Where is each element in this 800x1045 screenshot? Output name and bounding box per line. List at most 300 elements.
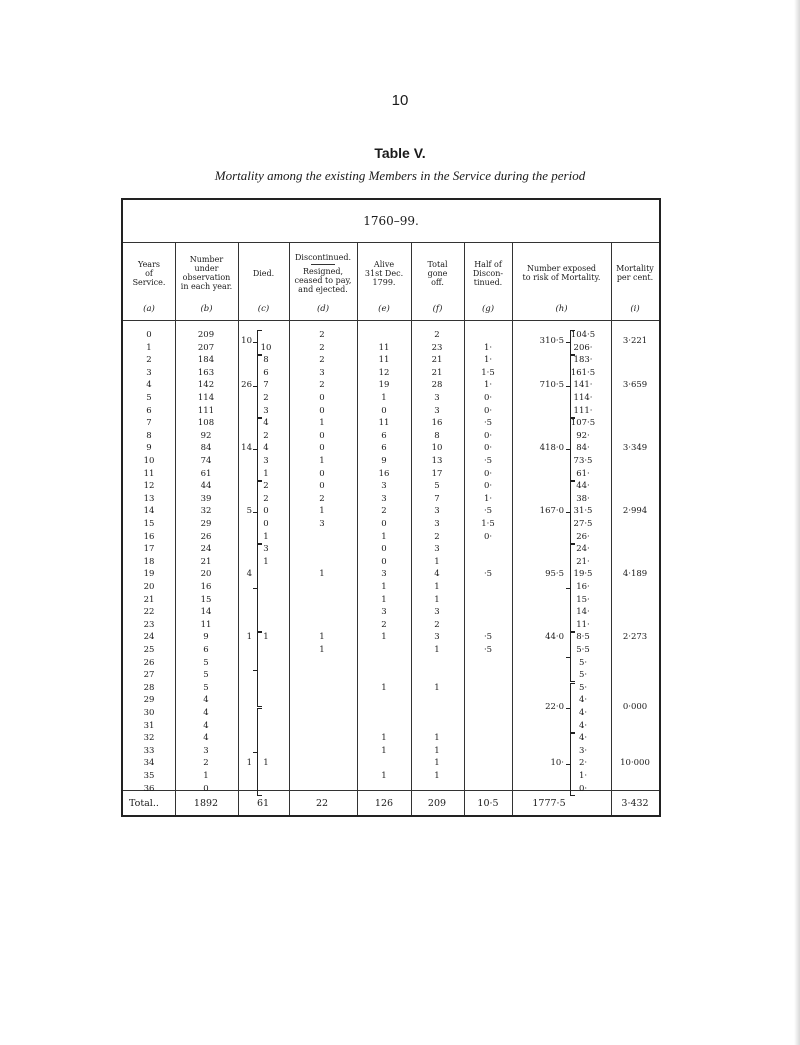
mortality-group-value: 10·000	[620, 758, 650, 769]
observed-cell: 92	[200, 430, 212, 441]
died-cell: 2	[263, 393, 269, 403]
total-off-cell: 21	[431, 367, 443, 378]
column-divider	[464, 242, 465, 815]
observed-cell: 74	[200, 456, 212, 466]
total-off-cell: 3	[434, 405, 440, 416]
discontinued-cell: 1	[319, 569, 325, 580]
total-off-cell: 2	[434, 531, 440, 542]
exposed-group-bracket	[570, 683, 571, 733]
exposed-cell: 4·	[578, 720, 588, 731]
total-off-cell: 2	[434, 330, 440, 340]
observed-cell: 6	[203, 645, 209, 655]
year-cell: 31	[143, 720, 155, 731]
table-title: Table V.	[374, 145, 426, 161]
total-off-cell: 28	[431, 380, 443, 391]
exposed-cell: 0·	[578, 783, 588, 794]
column-divider	[175, 242, 176, 815]
observed-cell: 11	[200, 619, 212, 630]
discontinued-cell: 0	[319, 405, 325, 416]
header-died: Died.	[252, 268, 275, 278]
died-group-total: 26	[241, 380, 252, 391]
total-off-cell: 3	[434, 544, 440, 555]
total-off-cell: 1	[434, 758, 440, 769]
discontinued-cell: 3	[319, 367, 325, 378]
year-cell: 0	[146, 330, 152, 340]
exposed-group-bracket	[570, 733, 571, 795]
exposed-cell: 5·	[578, 670, 588, 681]
exposed-cell: 114·	[573, 393, 593, 403]
total-off-cell: 5	[434, 481, 440, 492]
year-cell: 10	[143, 456, 155, 466]
total-discontinued: 22	[315, 798, 329, 809]
year-cell: 35	[143, 771, 155, 781]
year-cell: 4	[146, 380, 152, 391]
exposed-cell: 61·	[576, 468, 590, 479]
exposed-group-bracket-tip	[566, 764, 570, 765]
exposed-cell: 21·	[576, 556, 590, 567]
header-years: Years of Service.	[132, 259, 166, 287]
total-off-cell: 23	[431, 342, 443, 353]
year-cell: 33	[143, 745, 155, 756]
mortality-group-value: 3·659	[622, 380, 648, 391]
exposed-group-bracket	[570, 544, 571, 632]
exposed-group-bracket	[570, 632, 571, 682]
died-cell: 2	[263, 430, 269, 441]
column-divider	[611, 242, 612, 815]
total-off-cell: 1	[434, 733, 440, 744]
total-off-cell: 2	[434, 619, 440, 630]
total-off-cell: 4	[434, 569, 440, 580]
observed-cell: 4	[203, 708, 209, 718]
exposed-cell: 26·	[576, 531, 590, 542]
exposed-group-bracket-tip	[566, 342, 570, 343]
exposed-group-total: 22·0	[545, 701, 564, 712]
died-cell: 3	[263, 544, 269, 555]
exposed-cell: 161·5	[570, 367, 596, 378]
died-cell: 7	[263, 380, 269, 391]
column-divider	[411, 242, 412, 815]
died-cell: 1	[263, 531, 269, 542]
half-discontinued-cell: 0·	[483, 393, 493, 403]
exposed-cell: 5·	[578, 657, 588, 668]
total-off-cell: 3	[434, 506, 440, 517]
half-discontinued-cell: ·5	[483, 418, 493, 429]
exposed-cell: 4·	[578, 695, 588, 706]
observed-cell: 5	[203, 682, 209, 693]
col-letter-e: (e)	[378, 304, 390, 314]
observed-cell: 209	[197, 330, 215, 340]
exposed-group-total: 10·	[550, 758, 564, 769]
discontinued-cell: 2	[319, 380, 325, 391]
mortality-group-value: 4·189	[622, 569, 648, 580]
exposed-cell: 111·	[573, 405, 593, 416]
total-off-cell: 1	[434, 645, 440, 655]
exposed-cell: 73·5	[573, 456, 593, 466]
half-discontinued-cell: 0·	[483, 531, 493, 542]
alive-cell: 0	[381, 405, 387, 416]
total-half-discontinued: 10·5	[477, 798, 499, 809]
alive-cell: 19	[378, 380, 390, 391]
exposed-cell: 16·	[576, 582, 590, 592]
page-number: 10	[391, 92, 409, 109]
alive-cell: 3	[381, 569, 387, 580]
observed-cell: 15	[200, 594, 212, 605]
year-cell: 3	[146, 367, 152, 378]
alive-cell: 1	[381, 393, 387, 403]
observed-cell: 26	[200, 531, 212, 542]
half-discontinued-cell: 1·	[483, 493, 493, 504]
year-cell: 1	[146, 342, 152, 353]
year-cell: 29	[143, 695, 155, 706]
observed-cell: 39	[200, 493, 212, 504]
alive-cell: 1	[381, 531, 387, 542]
died-cell: 1	[263, 632, 269, 643]
total-off-cell: 16	[431, 418, 443, 429]
observed-cell: 0	[203, 783, 209, 794]
total-gone-off: 209	[427, 798, 447, 809]
total-off-cell: 21	[431, 355, 443, 366]
exposed-cell: 2·	[578, 758, 588, 769]
half-discontinued-cell: ·5	[483, 632, 493, 643]
total-off-cell: 8	[434, 430, 440, 441]
half-discontinued-cell: 0·	[483, 405, 493, 416]
exposed-cell: 5·	[578, 682, 588, 693]
year-cell: 21	[143, 594, 155, 605]
discontinued-cell: 0	[319, 430, 325, 441]
died-group-total: 10	[241, 336, 252, 347]
half-discontinued-cell: 0·	[483, 481, 493, 492]
col-letter-d: (d)	[316, 304, 330, 314]
total-label: Total..	[129, 798, 159, 809]
alive-cell: 12	[378, 367, 390, 378]
discontinued-cell: 0	[319, 393, 325, 403]
exposed-group-total: 95·5	[545, 569, 564, 580]
discontinued-cell: 0	[319, 468, 325, 479]
total-off-cell: 7	[434, 493, 440, 504]
observed-cell: 108	[197, 418, 215, 429]
exposed-group-total: 167·0	[539, 506, 564, 517]
total-mortality: 3·432	[621, 798, 649, 809]
exposed-group-bracket-tip	[566, 708, 570, 709]
exposed-group-bracket	[570, 330, 571, 355]
exposed-cell: 8·5	[576, 632, 590, 643]
observed-cell: 207	[197, 342, 215, 353]
year-cell: 15	[143, 519, 155, 529]
died-cell: 2	[263, 481, 269, 492]
exposed-cell: 14·	[576, 607, 590, 618]
observed-cell: 163	[197, 367, 215, 378]
observed-cell: 4	[203, 720, 209, 731]
exposed-group-bracket	[570, 418, 571, 480]
header-total-off: Total gone off.	[427, 259, 448, 287]
discontinued-cell: 1	[319, 456, 325, 466]
alive-cell: 0	[381, 544, 387, 555]
alive-cell: 1	[381, 682, 387, 693]
half-discontinued-cell: 1·5	[481, 367, 495, 378]
alive-cell: 3	[381, 481, 387, 492]
died-group-bracket	[257, 708, 258, 796]
died-group-bracket	[257, 632, 258, 707]
discontinued-cell: 2	[319, 330, 325, 340]
observed-cell: 5	[203, 670, 209, 681]
year-cell: 22	[143, 607, 155, 618]
total-off-cell: 1	[434, 745, 440, 756]
column-divider	[512, 242, 513, 815]
alive-cell: 16	[378, 468, 390, 479]
year-cell: 6	[146, 405, 152, 416]
half-discontinued-cell: 0·	[483, 468, 493, 479]
year-cell: 26	[143, 657, 155, 668]
col-letter-h: (h)	[555, 304, 568, 314]
exposed-group-total: 418·0	[539, 443, 564, 454]
year-cell: 30	[143, 708, 155, 718]
header-half-discontinued: Half of Discon- tinued.	[472, 259, 504, 287]
observed-cell: 111	[197, 405, 215, 416]
alive-cell: 0	[381, 556, 387, 567]
header-rule	[123, 320, 659, 321]
year-cell: 32	[143, 733, 155, 744]
col-letter-f: (f)	[432, 304, 443, 314]
observed-cell: 61	[200, 468, 212, 479]
discontinued-cell: 3	[319, 519, 325, 529]
exposed-group-bracket-tip	[566, 657, 570, 658]
exposed-group-bracket	[570, 355, 571, 417]
alive-cell: 3	[381, 607, 387, 618]
year-cell: 18	[143, 556, 155, 567]
exposed-group-bracket-tip	[566, 386, 570, 387]
observed-cell: 184	[197, 355, 215, 366]
alive-cell: 11	[378, 418, 390, 429]
discontinued-cell: 1	[319, 645, 325, 655]
half-discontinued-cell: 0·	[483, 430, 493, 441]
alive-cell: 11	[378, 342, 390, 353]
discontinued-cell: 0	[319, 443, 325, 454]
header-exposed: Number exposed to risk of Mortality.	[522, 264, 601, 282]
died-cell: 3	[263, 456, 269, 466]
exposed-group-bracket-tip	[566, 588, 570, 589]
total-off-cell: 1	[434, 594, 440, 605]
observed-cell: 16	[200, 582, 212, 592]
header-discontinued: Discontinued. Resigned, ceased to pay, and ejected.	[294, 252, 352, 294]
half-discontinued-cell: 1·	[483, 355, 493, 366]
page-edge-shadow	[794, 0, 800, 1045]
exposed-cell: 19·5	[573, 569, 593, 580]
died-cell: 1	[263, 758, 269, 769]
exposed-cell: 1·	[578, 771, 588, 781]
total-off-cell: 13	[431, 456, 443, 466]
observed-cell: 4	[203, 733, 209, 744]
died-cell: 4	[263, 418, 269, 429]
alive-cell: 2	[381, 619, 387, 630]
alive-cell: 11	[378, 355, 390, 366]
total-off-cell: 17	[431, 468, 443, 479]
half-discontinued-cell: 0·	[483, 443, 493, 454]
exposed-cell: 4·	[578, 708, 588, 718]
died-cell: 3	[263, 405, 269, 416]
half-discontinued-cell: 1·	[483, 342, 493, 353]
year-cell: 34	[143, 758, 155, 769]
mortality-group-value: 2·994	[622, 506, 648, 517]
col-letter-g: (g)	[481, 304, 495, 314]
exposed-cell: 38·	[576, 493, 590, 504]
year-cell: 14	[143, 506, 155, 517]
died-cell: 8	[263, 355, 269, 366]
alive-cell: 1	[381, 632, 387, 643]
exposed-cell: 24·	[576, 544, 590, 555]
year-cell: 19	[143, 569, 155, 580]
alive-cell: 1	[381, 745, 387, 756]
died-cell: 10	[260, 342, 272, 353]
observed-cell: 2	[203, 758, 209, 769]
mortality-group-value: 0·000	[622, 701, 648, 712]
total-off-cell: 3	[434, 393, 440, 403]
discontinued-cell: 1	[319, 418, 325, 429]
died-group-total: 1	[246, 758, 252, 769]
exposed-group-total: 310·5	[539, 336, 564, 347]
died-group-total: 1	[246, 632, 252, 643]
exposed-cell: 3·	[578, 745, 588, 756]
column-divider	[289, 242, 290, 815]
alive-cell: 9	[381, 456, 387, 466]
year-cell: 36	[143, 783, 155, 794]
observed-cell: 142	[197, 380, 215, 391]
alive-cell: 6	[381, 443, 387, 454]
exposed-cell: 44·	[576, 481, 590, 492]
discontinued-cell: 2	[319, 493, 325, 504]
half-discontinued-cell: ·5	[483, 456, 493, 466]
table-subtitle: Mortality among the existing Members in the Service during the period	[214, 168, 586, 183]
discontinued-cell: 1	[319, 506, 325, 517]
exposed-cell: 27·5	[573, 519, 593, 529]
died-cell: 1	[263, 468, 269, 479]
observed-cell: 14	[200, 607, 212, 618]
observed-cell: 114	[197, 393, 215, 403]
discontinued-cell: 2	[319, 342, 325, 353]
year-cell: 25	[143, 645, 155, 655]
observed-cell: 44	[200, 481, 212, 492]
observed-cell: 29	[200, 519, 212, 529]
year-cell: 16	[143, 531, 155, 542]
died-cell: 0	[263, 519, 269, 529]
alive-cell: 0	[381, 519, 387, 529]
exposed-group-total: 44·0	[545, 632, 564, 643]
year-cell: 27	[143, 670, 155, 681]
total-died: 61	[256, 798, 270, 809]
died-cell: 4	[263, 443, 269, 454]
died-group-total: 4	[246, 569, 252, 580]
alive-cell: 6	[381, 430, 387, 441]
discontinued-cell: 2	[319, 355, 325, 366]
half-discontinued-cell: 1·5	[481, 519, 495, 529]
year-cell: 28	[143, 682, 155, 693]
total-off-cell: 1	[434, 556, 440, 567]
observed-cell: 4	[203, 695, 209, 706]
observed-cell: 5	[203, 657, 209, 668]
total-off-cell: 1	[434, 771, 440, 781]
observed-cell: 3	[203, 745, 209, 756]
died-group-bracket-tip	[253, 752, 257, 753]
year-cell: 17	[143, 544, 155, 555]
observed-cell: 84	[200, 443, 212, 454]
died-cell: 6	[263, 367, 269, 378]
mortality-group-value: 3·221	[622, 336, 648, 347]
half-discontinued-cell: ·5	[483, 506, 493, 517]
alive-cell: 2	[381, 506, 387, 517]
exposed-cell: 31·5	[573, 506, 593, 517]
observed-cell: 24	[200, 544, 212, 555]
exposed-cell: 104·5	[570, 330, 596, 340]
year-cell: 13	[143, 493, 155, 504]
exposed-cell: 15·	[576, 594, 590, 605]
year-cell: 7	[146, 418, 152, 429]
header-alive: Alive 31st Dec. 1799.	[364, 259, 404, 287]
half-discontinued-cell: ·5	[483, 569, 493, 580]
total-off-cell: 3	[434, 607, 440, 618]
total-off-cell: 3	[434, 519, 440, 529]
col-letter-c: (c)	[257, 304, 270, 314]
column-divider	[238, 242, 239, 815]
year-cell: 20	[143, 582, 155, 592]
column-divider	[357, 242, 358, 815]
died-cell: 1	[263, 556, 269, 567]
died-group-bracket-tip	[253, 588, 257, 589]
header-mortality: Mortality per cent.	[616, 264, 654, 282]
year-cell: 8	[146, 430, 152, 441]
observed-cell: 32	[200, 506, 212, 517]
total-alive: 126	[374, 798, 394, 809]
died-group-bracket	[257, 544, 258, 632]
observed-cell: 20	[200, 569, 212, 580]
col-letter-b: (b)	[200, 304, 213, 314]
year-cell: 23	[143, 619, 155, 630]
exposed-group-bracket-tip	[566, 449, 570, 450]
year-cell: 9	[146, 443, 152, 454]
period-heading: 1760–99.	[123, 200, 659, 243]
alive-cell: 3	[381, 493, 387, 504]
header-observed: Number under observation in each year.	[180, 255, 233, 291]
exposed-cell: 206·	[573, 342, 593, 353]
total-off-cell: 1	[434, 682, 440, 693]
alive-cell: 1	[381, 733, 387, 744]
col-letter-i: (i)	[630, 304, 640, 314]
mortality-group-value: 3·349	[622, 443, 648, 454]
exposed-cell: 92·	[576, 430, 590, 441]
year-cell: 2	[146, 355, 152, 366]
total-off-cell: 1	[434, 582, 440, 592]
observed-cell: 1	[203, 771, 209, 781]
alive-cell: 1	[381, 582, 387, 592]
total-observed: 1892	[193, 798, 219, 809]
year-cell: 24	[143, 632, 155, 643]
total-off-cell: 10	[431, 443, 443, 454]
exposed-cell: 84·	[576, 443, 590, 454]
observed-cell: 9	[203, 632, 209, 643]
half-discontinued-cell: 1·	[483, 380, 493, 391]
exposed-cell: 141·	[573, 380, 593, 391]
exposed-group-bracket-tip	[566, 512, 570, 513]
exposed-cell: 11·	[576, 619, 590, 630]
alive-cell: 1	[381, 771, 387, 781]
mortality-table	[121, 198, 661, 817]
exposed-cell: 5·5	[576, 645, 590, 655]
total-exposed: 1777·5	[532, 798, 566, 809]
exposed-cell: 183·	[573, 355, 593, 366]
observed-cell: 21	[200, 556, 212, 567]
died-group-bracket-tip	[253, 670, 257, 671]
died-group-total: 14	[241, 443, 252, 454]
discontinued-cell: 0	[319, 481, 325, 492]
exposed-group-bracket	[570, 481, 571, 543]
